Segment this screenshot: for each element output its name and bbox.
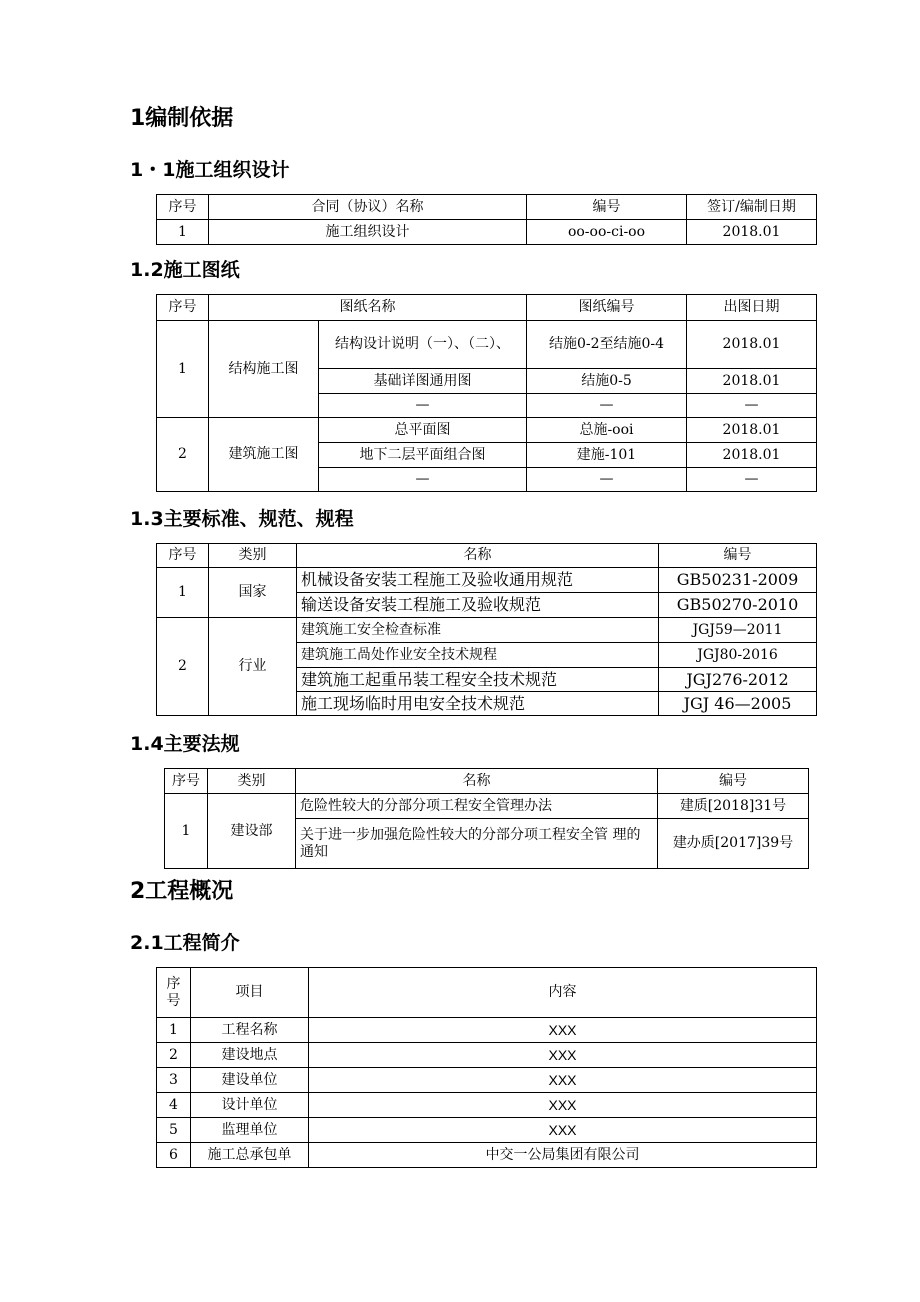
table-cell: 1 [157, 220, 209, 245]
header-cell: 内容 [309, 968, 817, 1018]
table-header-row [165, 769, 809, 794]
table-cell: — [687, 468, 817, 492]
section-1-1-heading: 1・1施工组织设计 [130, 159, 290, 181]
header-cell: 序号 [165, 769, 208, 794]
table-cell: 建筑施工安全检查标准 [297, 618, 659, 643]
table-header-row [157, 295, 817, 321]
header-cell: 名称 [296, 769, 658, 794]
table-row [157, 1043, 817, 1068]
table-header-row [157, 968, 817, 1018]
drawings-table [156, 294, 817, 492]
table-row [157, 220, 817, 245]
project-overview-table [156, 967, 817, 1168]
table-row [157, 618, 817, 643]
table-cell: 2 [157, 418, 209, 492]
table-cell: 2018.01 [687, 220, 817, 245]
header-cell: 图纸名称 [209, 295, 527, 321]
table-row [157, 418, 817, 443]
table-cell: 2018.01 [687, 443, 817, 468]
table-cell: 结施0-5 [527, 369, 687, 394]
table-cell: 建设地点 [191, 1043, 309, 1068]
table-row [157, 321, 817, 369]
table-cell: 建筑施工咼处作业安全技术规程 [297, 643, 659, 668]
table-cell: — [527, 394, 687, 418]
table-row [157, 1143, 817, 1168]
section-1-heading: 1编制依据 [130, 106, 234, 131]
header-cell: 名称 [297, 544, 659, 568]
table-cell: JGJ276-2012 [659, 668, 817, 692]
table-cell: 地下二层平面组合图 [319, 443, 527, 468]
table-cell: oo-oo-ci-oo [527, 220, 687, 245]
table-header-row [157, 544, 817, 568]
header-cell: 签订/编制日期 [687, 195, 817, 220]
header-cell: 序号 [157, 544, 209, 568]
table-cell: 2018.01 [687, 321, 817, 369]
section-2-heading: 2工程概况 [130, 879, 234, 904]
table-cell: — [687, 394, 817, 418]
header-cell: 编号 [527, 195, 687, 220]
table-cell: 1 [157, 321, 209, 418]
table-cell: XXX [309, 1068, 817, 1093]
table-cell: 中交一公局集团有限公司 [309, 1143, 817, 1168]
table-cell: GB50270-2010 [659, 593, 817, 618]
table-cell: 2 [157, 618, 209, 716]
table-cell: — [319, 468, 527, 492]
table-cell: — [319, 394, 527, 418]
table-row [157, 1068, 817, 1093]
table-cell: 机械设备安装工程施工及验收通用规范 [297, 568, 659, 593]
table-cell: 危险性较大的分部分项工程安全管理办法 [296, 794, 658, 819]
table-cell: 6 [157, 1143, 191, 1168]
table-cell: GB50231-2009 [659, 568, 817, 593]
header-cell: 编号 [659, 544, 817, 568]
standards-table [156, 543, 817, 716]
table-cell: 2018.01 [687, 418, 817, 443]
table-cell: XXX [309, 1118, 817, 1143]
table-cell: 总平面图 [319, 418, 527, 443]
section-1-3-heading: 1.3主要标准、规范、规程 [130, 508, 354, 530]
table-cell: 5 [157, 1118, 191, 1143]
table-row [157, 1118, 817, 1143]
table-cell: 4 [157, 1093, 191, 1118]
table-cell: 施工现场临时用电安全技术规范 [297, 692, 659, 716]
table-cell: 建设部 [208, 794, 296, 869]
table-cell: 总施-ooi [527, 418, 687, 443]
table-row [157, 568, 817, 593]
table-cell: 结构施工图 [209, 321, 319, 418]
table-cell: 建筑施工起重吊装工程安全技术规范 [297, 668, 659, 692]
header-cell: 类别 [208, 769, 296, 794]
section-1-2-heading: 1.2施工图纸 [130, 259, 240, 281]
table-row [165, 794, 809, 819]
table-cell: 建办质[2017]39号 [658, 819, 809, 869]
table-cell: 结构设计说明（一）、（二）、 [319, 321, 527, 369]
table-row [157, 1018, 817, 1043]
header-cell: 序号 [157, 295, 209, 321]
table-cell: 3 [157, 1068, 191, 1093]
table-cell: 2 [157, 1043, 191, 1068]
header-cell: 出图日期 [687, 295, 817, 321]
table-cell: 监理单位 [191, 1118, 309, 1143]
header-cell: 合同（协议）名称 [209, 195, 527, 220]
header-cell: 图纸编号 [527, 295, 687, 321]
table-cell: 工程名称 [191, 1018, 309, 1043]
table-row [157, 1093, 817, 1118]
header-cell: 项目 [191, 968, 309, 1018]
table-cell: 输送设备安装工程施工及验收规范 [297, 593, 659, 618]
table-cell: 建质[2018]31号 [658, 794, 809, 819]
header-cell: 编号 [658, 769, 809, 794]
table-cell: 建设单位 [191, 1068, 309, 1093]
table-cell: 建筑施工图 [209, 418, 319, 492]
table-cell: 建施-101 [527, 443, 687, 468]
table-cell: 施工组织设计 [209, 220, 527, 245]
table-cell: XXX [309, 1018, 817, 1043]
table-cell: XXX [309, 1043, 817, 1068]
table-cell: XXX [309, 1093, 817, 1118]
table-header-row [157, 195, 817, 220]
table-cell: 行业 [209, 618, 297, 716]
table-cell: 设计单位 [191, 1093, 309, 1118]
table-cell: JGJ80-2016 [659, 643, 817, 668]
header-cell: 类别 [209, 544, 297, 568]
table-cell: 1 [157, 1018, 191, 1043]
table-cell: 国家 [209, 568, 297, 618]
table-cell: — [527, 468, 687, 492]
table-cell: 2018.01 [687, 369, 817, 394]
table-cell: 基础详图通用图 [319, 369, 527, 394]
header-cell: 序号 [157, 195, 209, 220]
section-2-1-heading: 2.1工程简介 [130, 932, 240, 954]
table-cell: 结施0-2至结施0-4 [527, 321, 687, 369]
regulations-table [164, 768, 809, 869]
table-cell: JGJ59—2011 [659, 618, 817, 643]
construction-design-table [156, 194, 817, 245]
table-cell: 关于进一步加强危险性较大的分部分项工程安全管 理的通知 [296, 819, 658, 869]
table-cell: JGJ 46—2005 [659, 692, 817, 716]
section-1-4-heading: 1.4主要法规 [130, 733, 240, 755]
table-cell: 施工总承包单 [191, 1143, 309, 1168]
table-cell: 1 [157, 568, 209, 618]
table-cell: 1 [165, 794, 208, 869]
header-cell: 序号 [157, 968, 191, 1018]
